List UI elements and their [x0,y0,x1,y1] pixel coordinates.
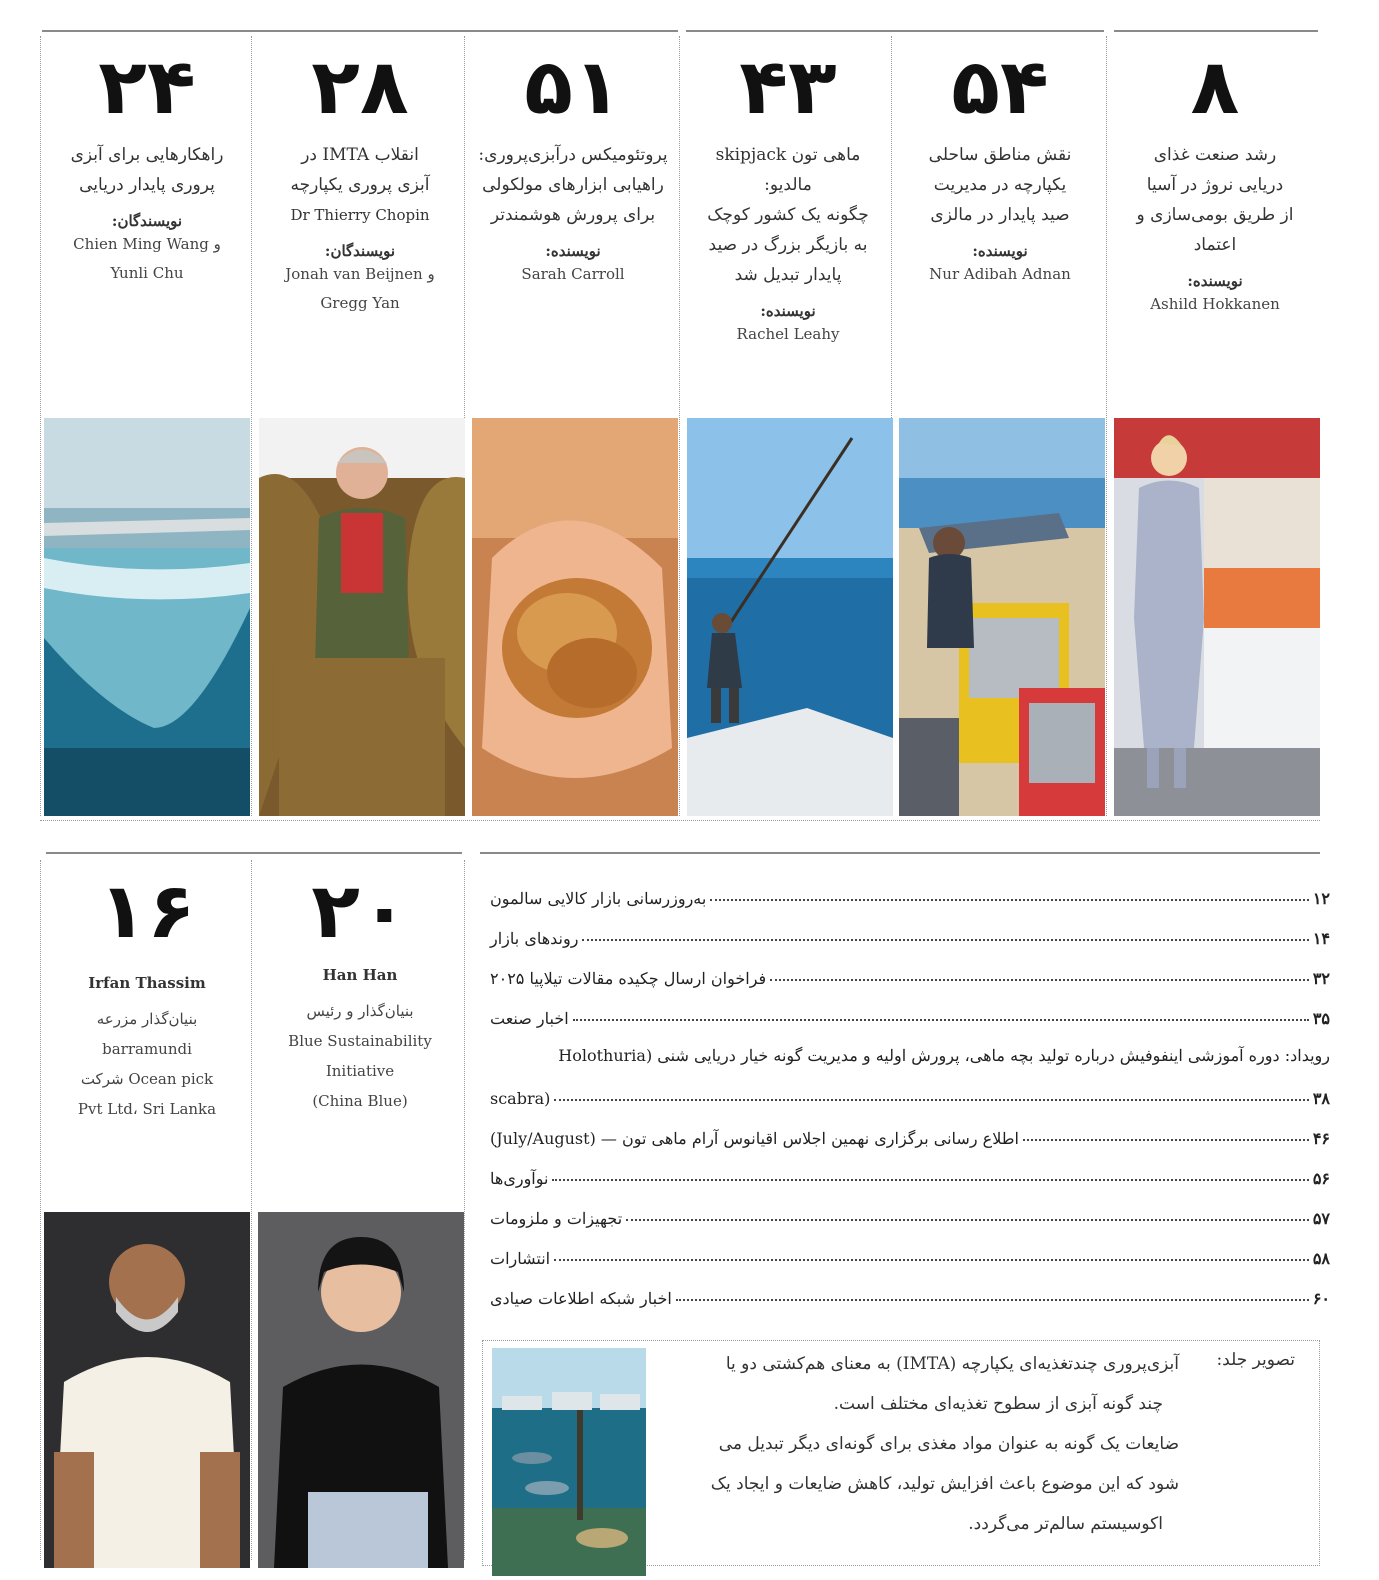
photo-offshore-cage [44,418,250,816]
toc-item[interactable]: روندهای بازار ۱۴ [490,929,1330,948]
top-rule-middle [686,30,1104,32]
photo-seaweed-researcher [259,418,465,816]
cover-label: تصویر جلد: [1216,1350,1295,1370]
author-label: نویسنده: [545,242,601,260]
page-number: ۴۳ [739,42,837,131]
article-title: راهکارهایی برای آبزی پروری پایدار دریایی [70,145,224,195]
article-column[interactable] [897,36,1103,412]
photo-trade-show [1114,418,1320,816]
article-column[interactable] [44,36,250,412]
interviewee-name: Irfan Thassim [88,974,206,992]
author-name: Gregg Yan [320,294,400,312]
page-number: ۵۱ [524,42,622,131]
article-title: ماهی تون skipjack مالدیو: چگونه یک کشور کوچک به بازیگر بزرگ در صید پایدار تبدیل شد [707,145,869,285]
toc-item[interactable]: فراخوان ارسال چکیده مقالات تیلاپیا ۲۰۲۵ ۳۲ [490,969,1330,988]
article-column[interactable] [470,36,676,412]
toc-item[interactable]: انتشارات ۵۸ [490,1249,1330,1268]
author-name: Rachel Leahy [736,325,840,343]
article-column[interactable] [1112,36,1318,412]
author-name: Sarah Carroll [521,265,625,283]
cover-description: آبزی‌پروری چندتغذیه‌ای یکپارچه (IMTA) به معنای هم‌کشتی دو یا چند گونه آبزی از سطوح تغذیه‌ای مختلف است. ضایعات یک گونه به عنوان مواد مغذی برای گونه‌ای دیگر تبدیل می شود که این موضوع باعث افزایش تولید، کاهش ضایعات و ایجاد یک اکوسیستم سالم‌تر می‌گردد. [710,1354,1179,1534]
photo-mealworms [472,418,678,816]
page-number: ۵۴ [951,42,1049,131]
article-column[interactable] [257,36,463,412]
toc-event-line[interactable]: رویداد: دوره آموزشی اینفوفیش درباره تولید بچه ماهی، پرورش اولیه و مدیریت گونه خیار دریایی شنی (Holothuria [558,1046,1330,1065]
top-rule-right [1114,30,1318,32]
article-title: انقلاب IMTA در آبزی پروری یکپارچه Dr Thierry Chopin [290,145,430,224]
interview-column[interactable] [44,860,250,1124]
top-rule-left [42,30,678,32]
article-column[interactable] [685,36,891,412]
interviewee-name: Han Han [322,966,398,984]
author-name: Jonah van Beijnen و [285,265,435,283]
separator [40,860,41,1560]
toc-item[interactable]: نوآوری‌ها ۵۶ [490,1169,1330,1188]
separator [1106,36,1107,816]
author-label: نویسنده: [972,242,1028,260]
page-number: ۲۸ [311,42,409,131]
page-number: ۱۶ [98,866,196,955]
page-number: ۲۰ [311,866,409,955]
photo-fish-crates [899,418,1105,816]
toc-item[interactable]: (scabra ۳۸ [490,1089,1330,1108]
author-name: Nur Adibah Adnan [929,265,1071,283]
page-number: ۸ [1190,42,1240,131]
separator [251,36,252,816]
toc-item[interactable]: تجهیزات و ملزومات ۵۷ [490,1209,1330,1228]
interview-column[interactable] [257,860,463,1116]
author-name: Chien Ming Wang و [73,235,221,253]
toc-item[interactable]: اخبار شبکه اطلاعات صیادی ۶۰ [490,1289,1330,1308]
page-number: ۲۴ [98,42,196,131]
author-name: Ashild Hokkanen [1150,295,1280,313]
author-name: Yunli Chu [110,264,184,282]
photo-irfan-thassim [44,1212,250,1568]
separator [679,36,680,816]
bottom-rule-left [46,852,462,854]
separator [464,860,465,1560]
toc-item[interactable]: اطلاع رسانی برگزاری نهمین اجلاس اقیانوس آرام ماهی تون — (July/August) ۴۶ [490,1129,1330,1148]
author-label: نویسنده: [760,302,816,320]
photo-han-han [258,1212,464,1568]
article-title: نقش مناطق ساحلی یکپارچه در مدیریت صید پایدار در مالزی [928,145,1072,225]
author-label: نویسندگان: [324,242,396,260]
toc-item[interactable]: اخبار صنعت ۳۵ [490,1009,1330,1028]
interviewee-description: بنیان‌گذار و رئیس Blue Sustainability Initiative (China Blue) [288,1002,432,1110]
bottom-rule-right [480,852,1320,854]
cover-image [492,1348,646,1576]
article-title: رشد صنعت غذای دریایی نروژ در آسیا از طریق بومی‌سازی و اعتماد [1136,145,1294,255]
author-label: نویسنده: [1187,272,1243,290]
author-label: نویسندگان: [111,212,183,230]
section-divider [40,820,1320,821]
photo-tuna-fishing [687,418,893,816]
toc-item[interactable]: به‌روزرسانی بازار کالایی سالمون ۱۲ [490,889,1330,908]
interviewee-description: بنیان‌گذار مزرعه barramundi Ocean pick شرکت Pvt Ltd، Sri Lanka [77,1010,217,1118]
separator [251,860,252,1560]
separator [40,36,41,816]
article-title: پروتئومیکس درآبزی‌پروری: راهیابی ابزارهای مولکولی برای پرورش هوشمندتر [478,145,668,225]
